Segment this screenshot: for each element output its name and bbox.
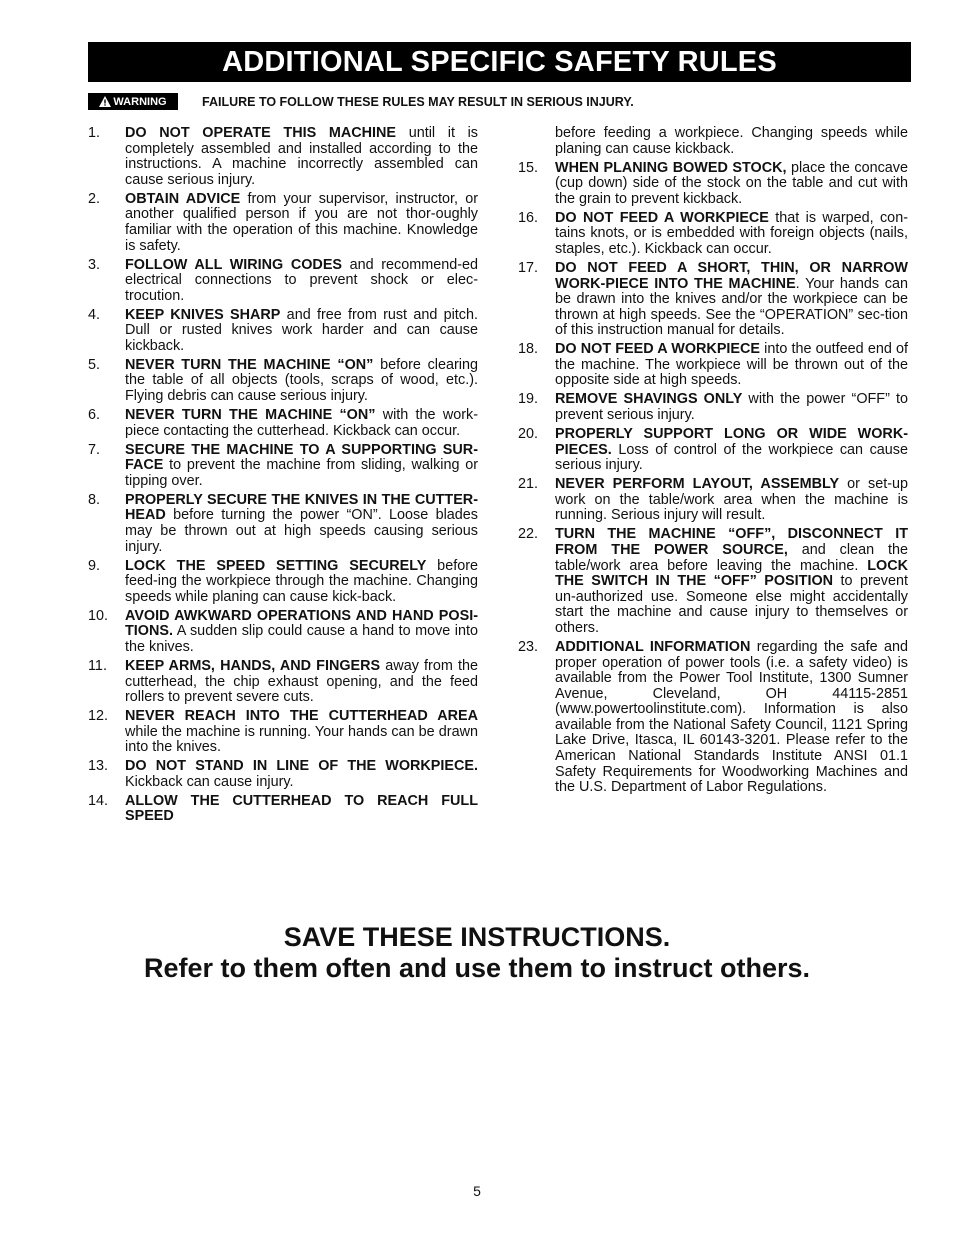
rule-item bbox=[88, 759, 478, 790]
save-instructions-heading: SAVE THESE INSTRUCTIONS. bbox=[283, 922, 671, 952]
rule-item bbox=[88, 308, 478, 355]
rule-number: 2. bbox=[88, 190, 101, 207]
rule-item bbox=[518, 342, 908, 389]
rule-heading: NEVER TURN THE MACHINE “ON” bbox=[125, 356, 374, 373]
rule-item bbox=[518, 477, 908, 524]
rule-number: 3. bbox=[88, 256, 101, 273]
rule-item bbox=[88, 192, 478, 254]
rule-text: before clearing the table of all objects (tools, scraps of wood, etc.). Flying debris can cause serious injury. bbox=[125, 356, 479, 405]
rule-number: 19. bbox=[518, 391, 539, 408]
rule-number: 16. bbox=[518, 209, 539, 226]
rule-text: away from the cutterhead, the chip exhaust opening, and the feed rollers to prevent severe cuts. bbox=[125, 657, 478, 706]
rule-number: 15. bbox=[518, 159, 539, 176]
warning-triangle-icon bbox=[99, 96, 111, 107]
rule-text: before turning the power “ON”. Loose blades may be thrown out at high speeds causing serious injury. bbox=[125, 507, 478, 555]
rule-heading: REMOVE SHAVINGS ONLY bbox=[555, 391, 743, 408]
rule-item bbox=[88, 659, 478, 706]
rule-heading: WHEN PLANING BOWED STOCK, bbox=[555, 159, 787, 176]
section-title: ADDITIONAL SPECIFIC SAFETY RULES bbox=[222, 45, 777, 78]
rule-item bbox=[88, 559, 478, 606]
rule-text: or set-up work on the table/work area when the machine is running. Serious injury will result. bbox=[555, 476, 908, 524]
rule-heading: PROPERLY SECURE THE KNIVES IN THE CUTTER-HEAD bbox=[125, 491, 478, 524]
rule-item bbox=[518, 427, 908, 474]
rule-item bbox=[88, 126, 478, 188]
rule-item bbox=[88, 358, 478, 405]
rule-item bbox=[88, 794, 478, 825]
rule-heading: DO NOT FEED A WORKPIECE bbox=[555, 209, 769, 226]
rule-heading: KEEP KNIVES SHARP bbox=[125, 306, 281, 323]
warning-text: FAILURE TO FOLLOW THESE RULES MAY RESULT IN SERIOUS INJURY. bbox=[202, 95, 634, 109]
rule-item bbox=[88, 408, 478, 439]
rule-text: and free from rust and pitch. Dull or rusted knives work harder and can cause kickback. bbox=[125, 306, 478, 354]
rule-item bbox=[88, 493, 478, 555]
rule-heading: SECURE THE MACHINE TO A SUPPORTING SUR-FACE bbox=[125, 441, 478, 474]
rule-text: regarding the safe and proper operation of power tools (i.e. a safety video) is available from the Power Tool Institute, 1300 Sumner Avenue, Cleveland, OH 44115-2851 (www.powertoolinstitute.com). Information is also available from the National Safety Council, 1121 Spring Lake Drive, Itasca, IL 60143-3201. Please refer to the American National Standards Institute ANSI 01.1 Safety Requirements for Woodworking Machines and the U.S. Department of Labor Regulations. bbox=[555, 638, 908, 796]
rule-text: until it is completely assembled and installed according to the instructions. A machine incorrectly assembled can cause serious injury. bbox=[125, 125, 478, 188]
rule-heading: KEEP ARMS, HANDS, AND FINGERS bbox=[125, 657, 381, 674]
rule-item bbox=[518, 161, 908, 208]
warning-row bbox=[88, 92, 911, 112]
rule-heading: TURN THE MACHINE “OFF”, DISCONNECT IT FROM THE POWER SOURCE, bbox=[555, 526, 908, 558]
rule-text: place the concave (cup down) side of the stock on the table and cut with the grain to prevent kickback. bbox=[555, 159, 908, 207]
rule-text: while the machine is running. Your hands can be drawn into the knives. bbox=[125, 723, 478, 756]
rule-heading: ALLOW THE CUTTERHEAD TO REACH FULL SPEED bbox=[125, 792, 478, 825]
rules-column-left bbox=[88, 126, 478, 828]
rule-heading: NEVER PERFORM LAYOUT, ASSEMBLY bbox=[555, 476, 840, 493]
rule-text: to prevent un-authorized use. Someone else might accidentally start the machine and cause injury to themselves or others. bbox=[555, 573, 908, 636]
rule-14-continuation: before feeding a workpiece. Changing speeds while planing can cause kickback. bbox=[555, 125, 908, 157]
rule-text: with the work-piece contacting the cutterhead. Kickback can occur. bbox=[125, 407, 478, 439]
rule-heading: NEVER REACH INTO THE CUTTERHEAD AREA bbox=[125, 708, 478, 725]
rule-text: . Your hands can be drawn into the knives and/or the workpiece can be thrown at high speeds. See the “OPERATION” sec-tion of this instruction manual for details. bbox=[555, 275, 908, 339]
rule-number: 7. bbox=[88, 441, 101, 458]
rule-heading: NEVER TURN THE MACHINE “ON” bbox=[125, 407, 376, 424]
rule-heading: OBTAIN ADVICE bbox=[125, 190, 241, 207]
rule-number: 5. bbox=[88, 356, 101, 373]
warning-badge bbox=[88, 93, 178, 110]
rule-text: to prevent the machine from sliding, walking or tipping over. bbox=[125, 457, 478, 489]
rule-text: and recommend-ed electrical connections to prevent shock or elec-trocution. bbox=[125, 256, 478, 304]
rule-text: Loss of control of the workpiece can cause serious injury. bbox=[555, 441, 908, 474]
rule-number: 8. bbox=[88, 491, 101, 508]
rule-item bbox=[88, 443, 478, 490]
warning-label: WARNING bbox=[113, 95, 167, 108]
rule-item bbox=[518, 527, 908, 636]
rule-number: 12. bbox=[88, 708, 109, 725]
rule-item bbox=[88, 258, 478, 305]
rule-heading: LOCK THE SWITCH IN THE “OFF” POSITION bbox=[555, 557, 908, 590]
rule-text: into the outfeed end of the machine. The workpiece will be thrown out of the opposite side at high speeds. bbox=[555, 341, 908, 389]
rule-heading: PROPERLY SUPPORT LONG OR WIDE WORK-PIECES. bbox=[555, 426, 908, 458]
rule-number: 23. bbox=[518, 638, 539, 655]
rule-number: 1. bbox=[88, 125, 101, 141]
rule-number: 11. bbox=[88, 657, 107, 674]
rule-number: 4. bbox=[88, 306, 101, 323]
rule-number: 14. bbox=[88, 792, 109, 809]
rule-heading: LOCK THE SPEED SETTING SECURELY bbox=[125, 557, 427, 574]
rule-item bbox=[518, 392, 908, 423]
rule-heading: DO NOT FEED A WORKPIECE bbox=[555, 341, 761, 358]
section-header bbox=[88, 42, 911, 82]
rule-number: 6. bbox=[88, 407, 101, 424]
rule-heading: AVOID AWKWARD OPERATIONS AND HAND POSI-TIONS. bbox=[125, 607, 478, 640]
rule-item bbox=[88, 709, 478, 756]
save-instructions-subheading: Refer to them often and use them to instruct others. bbox=[143, 953, 811, 983]
rule-number: 22. bbox=[518, 526, 539, 543]
rule-number: 20. bbox=[518, 426, 539, 443]
rule-text: and clean the table/work area before leaving the machine. bbox=[555, 541, 908, 574]
rule-text: Kickback can cause injury. bbox=[125, 773, 294, 790]
rule-item bbox=[518, 211, 908, 258]
rule-heading: FOLLOW ALL WIRING CODES bbox=[125, 256, 343, 273]
rule-text: before feed-ing the workpiece through the machine. Changing speeds while planing can cause kick-back. bbox=[125, 557, 478, 605]
rule-number: 17. bbox=[518, 259, 539, 276]
rule-item bbox=[518, 261, 908, 339]
rule-heading: ADDITIONAL INFORMATION bbox=[555, 638, 751, 655]
rule-text: A sudden slip could cause a hand to move into the knives. bbox=[125, 623, 478, 655]
rule-heading: DO NOT FEED A SHORT, THIN, OR NARROW WORK-PIECE INTO THE MACHINE bbox=[555, 259, 908, 292]
page-number: 5 bbox=[473, 1183, 481, 1199]
rule-heading: DO NOT STAND IN LINE OF THE WORKPIECE. bbox=[125, 758, 478, 775]
rule-number: 18. bbox=[518, 341, 539, 358]
rule-item bbox=[88, 609, 478, 656]
rule-text: from your supervisor, instructor, or another qualified person if you are not thor-oughly familiar with the operation of this machine. Knowledge is safety. bbox=[125, 190, 478, 254]
rule-number: 10. bbox=[88, 607, 109, 624]
rules-column-right bbox=[518, 126, 908, 799]
rule-text: with the power “OFF” to prevent serious injury. bbox=[555, 391, 908, 424]
rule-heading: DO NOT OPERATE THIS MACHINE bbox=[125, 125, 397, 141]
rule-text: that is warped, con-tains knots, or is embedded with foreign objects (nails, staples, etc.). Kickback can occur. bbox=[555, 209, 908, 257]
rule-number: 13. bbox=[88, 758, 109, 775]
rule-number: 9. bbox=[88, 557, 101, 574]
rule-number: 21. bbox=[518, 476, 539, 493]
rule-item bbox=[518, 640, 908, 796]
